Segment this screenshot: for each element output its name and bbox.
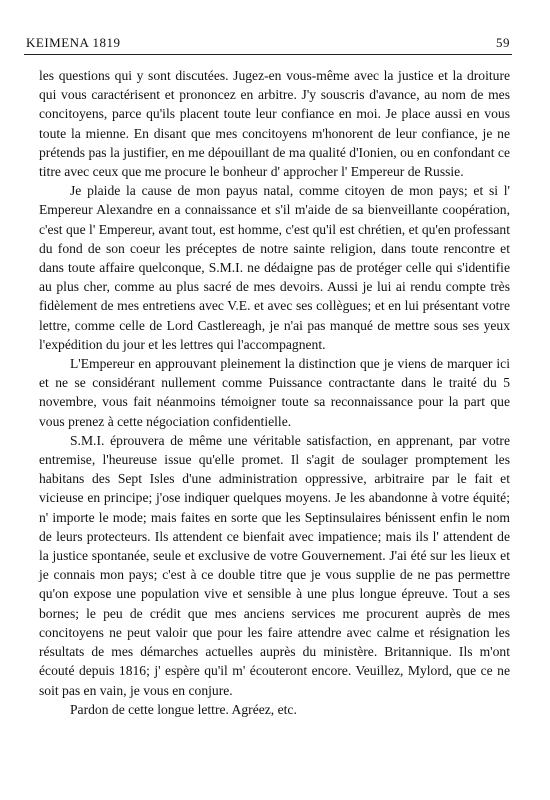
paragraph: L'Empereur en approuvant pleinement la distinction que je viens de marquer ici et ne se considérant nullement comme Puissance contractante dans le traité du 5 novembre, vous fait néanmoins témoigner toute sa reconnaissance pour la part que vous prenez à cette négociation confidentielle. — [39, 356, 510, 429]
running-header — [26, 35, 510, 53]
running-title: KEIMENA 1819 — [26, 35, 121, 50]
header-rule — [24, 54, 512, 55]
page-number: 59 — [496, 35, 510, 50]
paragraph: Je plaide la cause de mon payus natal, comme citoyen de mon pays; et si l' Empereur Alexandre en a connaissance et s'il m'aide de sa bienveillante coopération, c'est que l' Empereur, avant tout, est homme, c'est qu'il est chrétien, et qu'en professant du fond de son coeur les préceptes de notre sainte religion, dans toute rencontre et dans toute affaire quelconque, S.M.I. ne dédaigne pas de protéger celle qui s'identifie au plus cher, comme au plus sacré de mes devoirs. Aussi je lui ai rendu compte très fidèlement de mes entretiens avec V.E. et avec ses collègues; et en lui présentant votre lettre, comme celle de Lord Castlereagh, je n'ai pas manqué de mettre sous ses yeux l'expédition du jour et les lettres qui l'accompagnent. — [39, 183, 510, 352]
paragraph-continuation: les questions qui y sont discutées. Jugez-en vous-même avec la justice et la droiture qui vous caractérisent et prononcez en arbitre. J'y souscris d'avance, au nom de mes concitoyens, parce qu'ils placent toute leur confiance en moi. Je place aussi en vous toute la mienne. En disant que mes concitoyens m'honorent de leur confiance, je ne prétends pas la justifier, en me dépouillant de ma qualité d'Ionien, ou en confondant ce titre avec ceux que me procure le bonheur d' approcher l' Empereur de Russie. — [39, 68, 510, 180]
letter-body — [39, 66, 510, 719]
paragraph: S.M.I. éprouvera de même une véritable satisfaction, en apprenant, par votre entremise, l'heureuse issue qu'elle promet. Il s'agit de soulager promptement les habitans des Sept Isles d'une administration oppressive, arbitraire par le fait et vicieuse en principe; j'ose indiquer quelques moyens. Je les abandonne à votre équité; n' importe le mode; mais faites en sorte que les Septinsulaires bénissent enfin le nom de leurs protecteurs. Ils attendent ce bienfait avec impatience; mais ils l' attendent de la justice spontanée, seule et exclusive de votre Gouvernement. J'ai été sur les lieux et je connais mon pays; c'est à ce double titre que je vous supplie de ne pas permettre qu'on expose une population vive et sensible à une plus longue épreuve. Tout a ses bornes; le peu de crédit que mes anciens services me procurent auprès de mes concitoyens ne peut valoir que pour les faire attendre avec calme et résignation les résultats de mes démarches actuelles auprès du ministère. Britannique. Ils m'ont écouté depuis 1816; j' espère qu'il m' écouteront encore. Veuillez, Mylord, que ce ne soit pas en vain, je vous en conjure. — [39, 432, 510, 698]
closing-paragraph: Pardon de cette longue lettre. Agréez, etc. — [70, 701, 297, 717]
